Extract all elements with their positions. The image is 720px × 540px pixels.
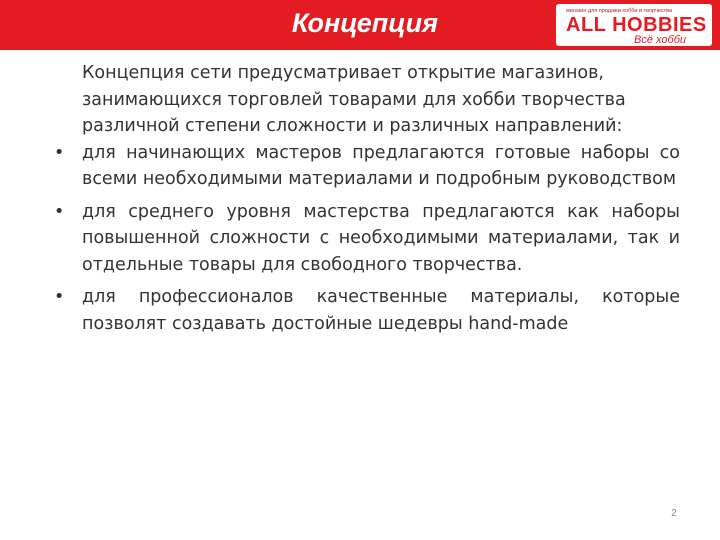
intro-paragraph: Концепция сети предусматривает открытие магазинов, занимающихся торговлей товарами для хобби творчества различной степени сложности и различных направлений: [82, 63, 626, 136]
slide-body [40, 60, 680, 343]
logo-tagline: магазин для продажи хобби и творчества [566, 8, 673, 14]
bullet-icon: • [54, 142, 65, 163]
header-bar [0, 0, 720, 50]
bullet-icon: • [54, 201, 65, 222]
bullet-icon: • [54, 287, 65, 307]
list-item [40, 140, 680, 193]
bullet-text: для профессионалов качественные материалы, которые позволят создавать достойные шедевры hand-made [82, 287, 680, 334]
bullet-text: для начинающих мастеров предлагаются готовые наборы со всеми необходимыми материалами и подробным руководством [82, 142, 680, 189]
bullet-list [40, 140, 680, 338]
list-item [40, 284, 680, 337]
logo-brand: ALL HOBBIES [566, 14, 707, 36]
slide-title: Концепция [291, 8, 439, 38]
logo-subtitle: Всё хобби [634, 34, 686, 46]
bullet-text: для среднего уровня мастерства предлагаются как наборы повышенной сложности с необходимыми материалами, так и отдельные товары для свободного творчества. [82, 201, 680, 275]
list-item [40, 199, 680, 279]
page-number: 2 [671, 508, 677, 519]
brand-logo [556, 4, 712, 46]
